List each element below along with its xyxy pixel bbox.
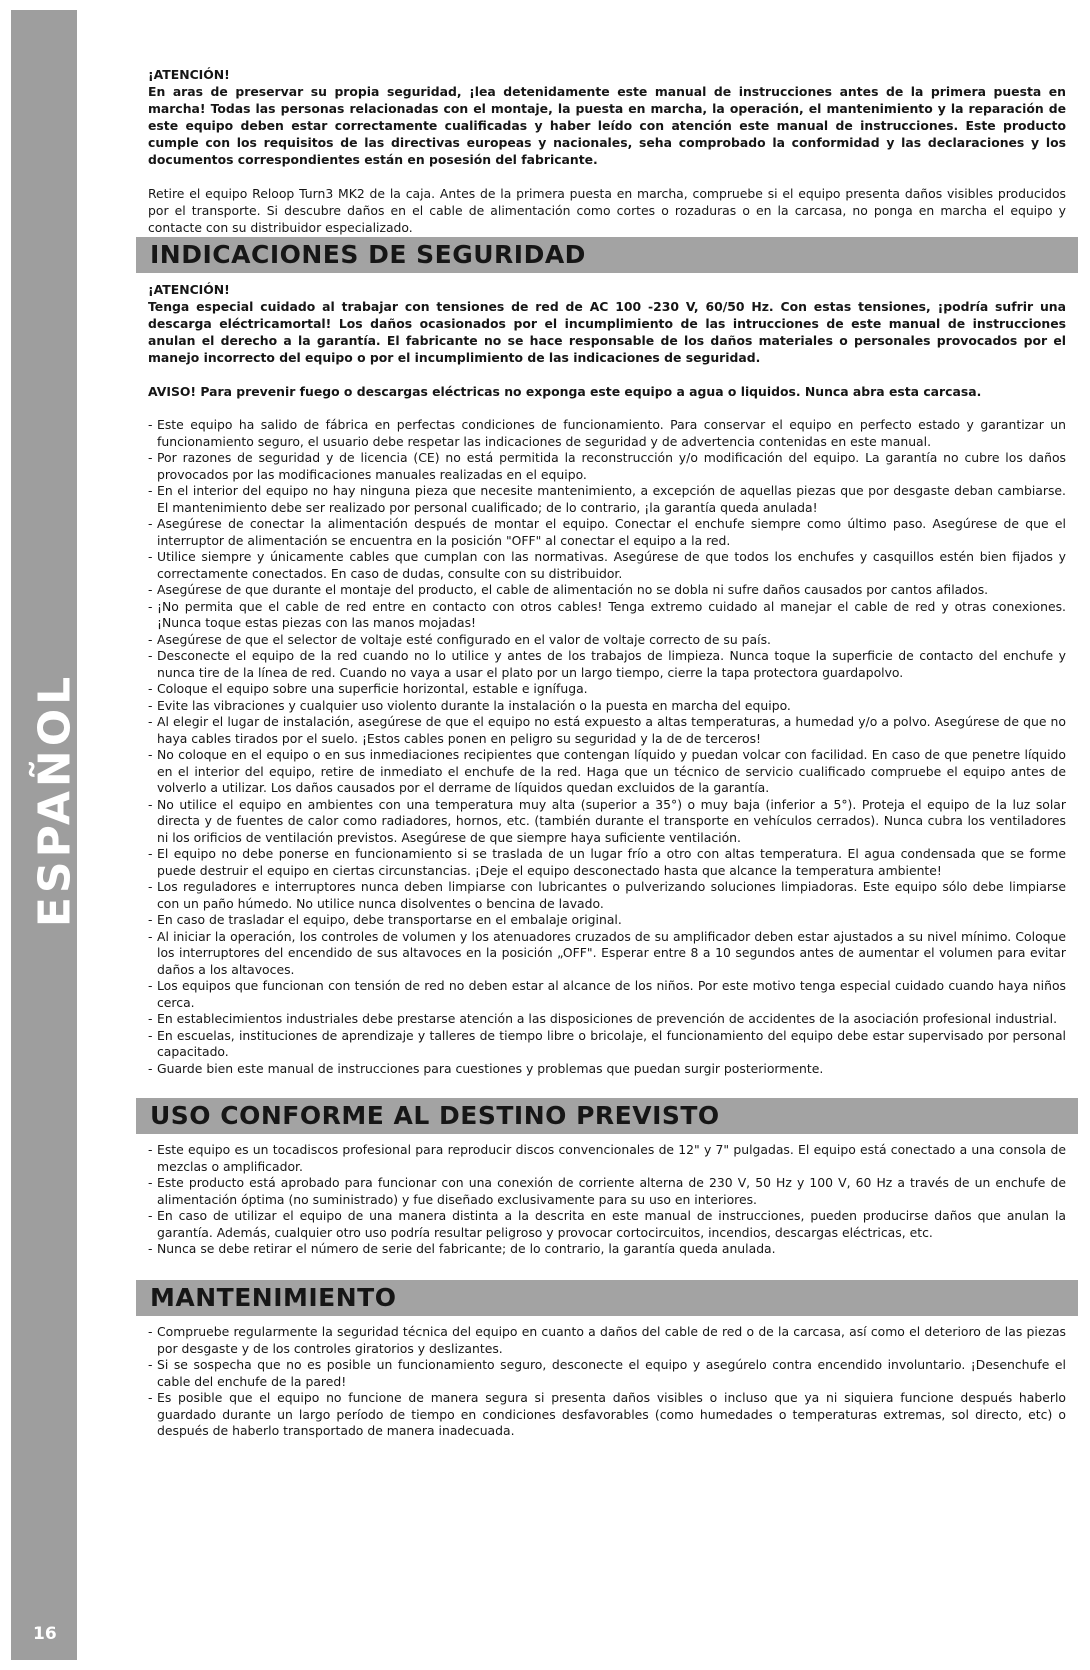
list-item: - Este producto está aprobado para funcionar con una conexión de corriente alterna de 230 V, 50 Hz y 100 V, 60 Hz a través de un enchufe de alimentación óptima (no suministrado) y fue diseñado exclusivamente para su uso en interiores. [148,1175,1066,1208]
intended-use-section [148,1142,1066,1258]
list-item: - En el interior del equipo no hay ninguna pieza que necesite mantenimiento, a excepción de aquellas piezas que por desgaste deban cambiarse. El mantenimiento debe ser realizado por personal cualificado; de lo contrario, ¡la garantía queda anulada! [148,483,1066,516]
list-item: - En caso de utilizar el equipo de una manera distinta a la descrita en este manual de instrucciones, pueden producirse daños que anulan la garantía. Además, cualquier otro uso podría resultar peligroso y provocar cortocircuitos, incendios, descargas eléctricas, etc. [148,1208,1066,1241]
page-number: 16 [33,1624,57,1644]
list-item: - Coloque el equipo sobre una superficie horizontal, estable e ignífuga. [148,681,1066,698]
list-item: - En caso de trasladar el equipo, debe transportarse en el embalaje original. [148,912,1066,929]
maintenance-list [148,1324,1066,1440]
maintenance-heading: MANTENIMIENTO [136,1280,1078,1316]
safety-heading: INDICACIONES DE SEGURIDAD [136,237,1078,273]
intro-section [148,66,1066,236]
intro-attention-text: En aras de preservar su propia seguridad, ¡lea detenidamente este manual de instrucciones antes de la primera puesta en marcha! Todas las personas relacionadas con el montaje, la puesta en marcha, la operación, el mantenimiento y la reparación de este equipo deben estar correctamente cualificadas y haber leído con atención este manual de instrucciones. Este producto cumple con los requisitos de las directivas europeas y nacionales, seha comprobado la conformidad y las declaraciones y los documentos correspondientes están en posesión del fabricante. [148,84,1066,167]
intro-attention-title: ¡ATENCIÓN! [148,67,230,82]
safety-notice: AVISO! Para prevenir fuego o descargas eléctricas no exponga este equipo a agua o liquidos. Nunca abra esta carcasa. [148,384,982,399]
list-item: - Nunca se debe retirar el número de serie del fabricante; de lo contrario, la garantía queda anulada. [148,1241,1066,1258]
list-item: - No utilice el equipo en ambientes con una temperatura muy alta (superior a 35°) o muy baja (inferior a 5°). Proteja el equipo de la luz solar directa y de fuentes de calor como radiadores, hornos, etc. (también durante el transporte en vehículos cerrados). Nunca cubra los ventiladores ni los orificios de ventilación previstos. Asegúrese de que siempre haya suficiente ventilación. [148,797,1066,847]
list-item: - Si se sospecha que no es posible un funcionamiento seguro, desconecte el equipo y asegúrelo contra encendido involuntario. ¡Desenchufe el cable del enchufe de la pared! [148,1357,1066,1390]
list-item: - Los reguladores e interruptores nunca deben limpiarse con lubricantes o pulverizando soluciones limpiadoras. Este equipo sólo debe limpiarse con un paño húmedo. No utilice nunca disolventes o bencina de lavado. [148,879,1066,912]
list-item: - Desconecte el equipo de la red cuando no lo utilice y antes de los trabajos de limpieza. Nunca toque la superficie de contacto del enchufe y nunca tire de la línea de red. Cuando no vaya a usar el plato por un largo tiempo, cierre la tapa protectora guardapolvo. [148,648,1066,681]
list-item: - Los equipos que funcionan con tensión de red no deben estar al alcance de los niños. Por este motivo tenga especial cuidado cuando haya niños cerca. [148,978,1066,1011]
safety-section [148,281,1066,1077]
list-item: - Utilice siempre y únicamente cables que cumplan con las normativas. Asegúrese de que todos los enchufes y casquillos estén bien fijados y correctamente conectados. En caso de dudas, consulte con su distribuidor. [148,549,1066,582]
list-item: - Al iniciar la operación, los controles de volumen y los atenuadores cruzados de su amplificador deben estar ajustados a su nivel mínimo. Coloque los interruptores del encendido de sus altavoces en la posición „OFF". Esperar entre 8 a 10 segundos antes de aumentar el volumen para evitar daños a los altavoces. [148,929,1066,979]
safety-attention-title: ¡ATENCIÓN! [148,282,230,297]
list-item: - En escuelas, instituciones de aprendizaje y talleres de tiempo libre o bricolaje, el funcionamiento del equipo debe estar supervisado por personal capacitado. [148,1028,1066,1061]
list-item: - Este equipo ha salido de fábrica en perfectas condiciones de funcionamiento. Para conservar el equipo en perfecto estado y garantizar un funcionamiento seguro, el usuario debe respetar las indicaciones de seguridad y de advertencia contenidas en este manual. [148,417,1066,450]
list-item: - Compruebe regularmente la seguridad técnica del equipo en cuanto a daños del cable de red o de la carcasa, así como el deterioro de las piezas por desgaste y de los controles giratorios y deslizantes. [148,1324,1066,1357]
list-item: - ¡No permita que el cable de red entre en contacto con otros cables! Tenga extremo cuidado al manejar el cable de red y otras conexiones. ¡Nunca toque estas piezas con las manos mojadas! [148,599,1066,632]
list-item: - Este equipo es un tocadiscos profesional para reproducir discos convencionales de 12" y 7" pulgadas. El equipo está conectado a una consola de mezclas o amplificador. [148,1142,1066,1175]
list-item: - Evite las vibraciones y cualquier uso violento durante la instalación o la puesta en marcha del equipo. [148,698,1066,715]
maintenance-section [148,1324,1066,1440]
list-item: - Por razones de seguridad y de licencia (CE) no está permitida la reconstrucción y/o modificación del equipo. La garantía no cubre los daños provocados por las modificaciones manuales realizadas en el equipo. [148,450,1066,483]
intended-use-heading: USO CONFORME AL DESTINO PREVISTO [136,1098,1078,1134]
list-item: - El equipo no debe ponerse en funcionamiento si se traslada de un lugar frío a otro con altas temperatura. El agua condensada que se forme puede destruir el equipo en ciertas circunstancias. ¡Deje el equipo desconectado hasta que alcance la temperatura ambiente! [148,846,1066,879]
list-item: - No coloque en el equipo o en sus inmediaciones recipientes que contengan líquido y puedan volcar con facilidad. En caso de que penetre líquido en el interior del equipo, retire de inmediato el enchufe de la red. Haga que un técnico de servicio cualificado compruebe el equipo antes de volverlo a utilizar. Los daños causados por el derrame de líquidos quedan excluidos de la garantía. [148,747,1066,797]
list-item: - Es posible que el equipo no funcione de manera segura si presenta daños visibles o incluso que ya ni siquiera funcione después haberlo guardado durante un largo período de tiempo en condiciones desfavorables (como humedades o temperaturas extremas, sol directo, etc) o después de haberlo transportado de manera inadecuada. [148,1390,1066,1440]
intro-unpack-text: Retire el equipo Reloop Turn3 MK2 de la caja. Antes de la primera puesta en marcha, compruebe si el equipo presenta daños visibles producidos por el transporte. Si descubre daños en el cable de alimentación como cortes o rozaduras o en la carcasa, no ponga en marcha el equipo y contacte con su distribuidor especializado. [148,186,1066,235]
safety-attention-text: Tenga especial cuidado al trabajar con tensiones de red de AC 100 -230 V, 60/50 Hz. Con estas tensiones, ¡podría sufrir una descarga eléctricamortal! Los daños ocasionados por el incumplimiento de las intrucciones de este manual de instrucciones anulan el derecho a la garantía. El fabricante no se hace responsable de los daños materiales o personales provocados por el manejo incorrecto del equipo o por el incumplimiento de las indicaciones de seguridad. [148,299,1066,365]
language-sidebar [11,10,81,1660]
list-item: - Al elegir el lugar de instalación, asegúrese de que el equipo no está expuesto a altas temperaturas, a humedad y/o a polvo. Asegúrese de que no haya cables tirados por el suelo. ¡Estos cables ponen en peligro su seguridad y la de de terceros! [148,714,1066,747]
list-item: - Guarde bien este manual de instrucciones para cuestiones y problemas que puedan surgir posteriormente. [148,1061,1066,1078]
list-item: - Asegúrese de que el selector de voltaje esté configurado en el valor de voltaje correcto de su país. [148,632,1066,649]
list-item: - Asegúrese de que durante el montaje del producto, el cable de alimentación no se dobla ni sufre daños causados por cantos afilados. [148,582,1066,599]
list-item: - Asegúrese de conectar la alimentación después de montar el equipo. Conectar el enchufe siempre como último paso. Asegúrese de que el interruptor de alimentación se encuentra en la posición "OFF" al conectar el equipo a la red. [148,516,1066,549]
list-item: - En establecimientos industriales debe prestarse atención a las disposiciones de prevención de accidentes de la asociación profesional industrial. [148,1011,1066,1028]
language-label: ESPAÑOL [29,672,81,928]
safety-list [148,417,1066,1077]
intended-use-list [148,1142,1066,1258]
